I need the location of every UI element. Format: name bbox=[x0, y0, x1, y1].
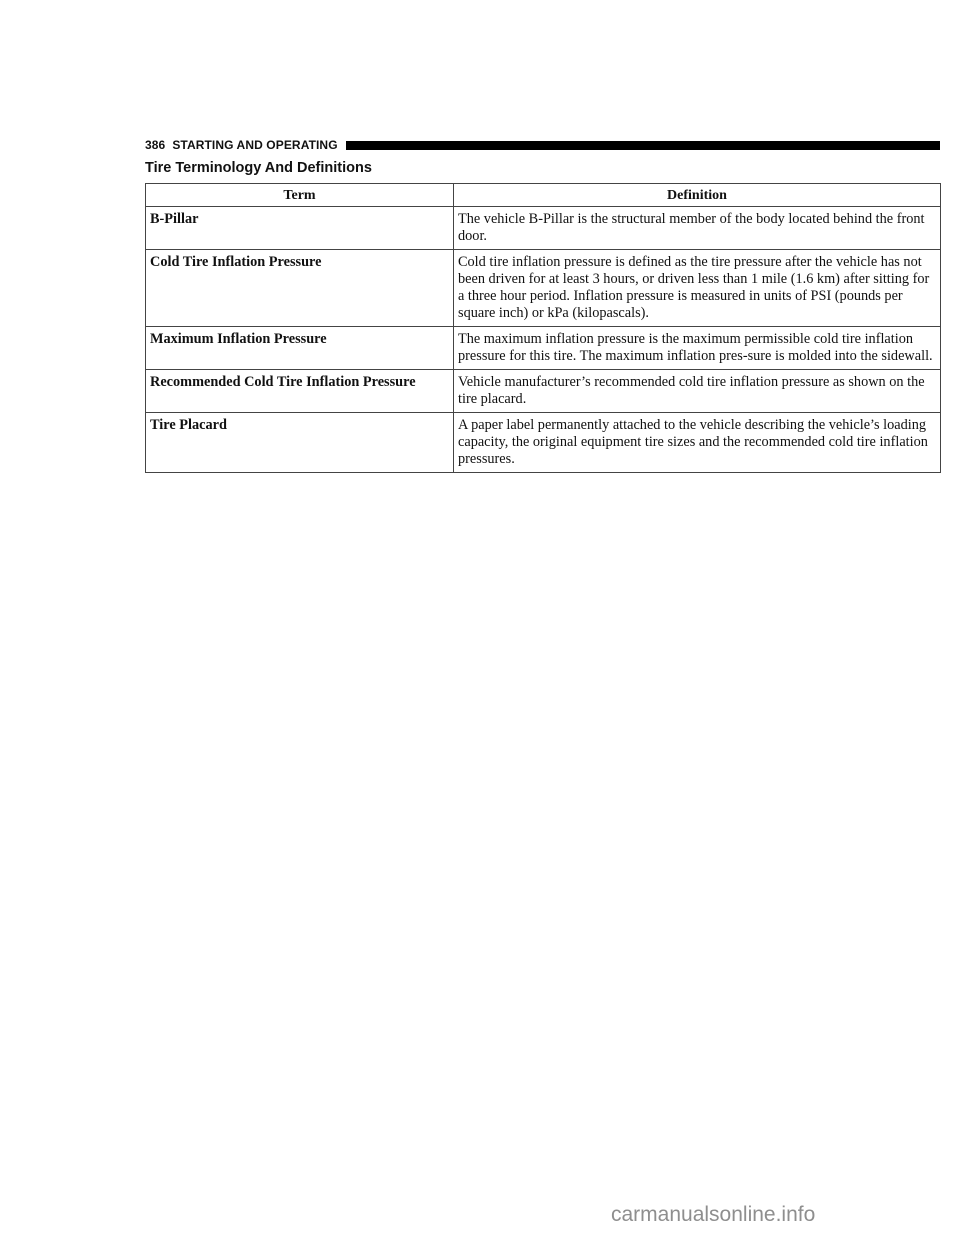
table-row bbox=[146, 250, 941, 327]
watermark-text: carmanualsonline.info bbox=[611, 1203, 816, 1226]
definition-cell: The maximum inflation pressure is the maximum permissible cold tire inflation pressure for this tire. The maximum inflation pres-sure is molded into the sidewall. bbox=[454, 327, 941, 370]
running-section-title: STARTING AND OPERATING bbox=[172, 138, 338, 152]
definition-cell: Cold tire inflation pressure is defined as the tire pressure after the vehicle has not been driven for at least 3 hours, or driven less than 1 mile (1.6 km) after sitting for a three hour period. Inflation pressure is measured in units of PSI (pounds per square inch) or kPa (kilopascals). bbox=[454, 250, 941, 327]
table-row bbox=[146, 370, 941, 413]
term-cell: Maximum Inflation Pressure bbox=[146, 327, 454, 370]
definition-cell: Vehicle manufacturer’s recommended cold tire inflation pressure as shown on the tire placard. bbox=[454, 370, 941, 413]
terminology-table bbox=[145, 183, 941, 473]
definition-cell: A paper label permanently attached to the vehicle describing the vehicle’s loading capacity, the original equipment tire sizes and the recommended cold tire inflation pressures. bbox=[454, 413, 941, 473]
page-header bbox=[145, 137, 940, 153]
term-cell: Cold Tire Inflation Pressure bbox=[146, 250, 454, 327]
table-row bbox=[146, 207, 941, 250]
term-cell: Tire Placard bbox=[146, 413, 454, 473]
definition-cell: The vehicle B-Pillar is the structural member of the body located behind the front door. bbox=[454, 207, 941, 250]
column-header-term: Term bbox=[146, 184, 454, 207]
term-cell: B-Pillar bbox=[146, 207, 454, 250]
table-row bbox=[146, 327, 941, 370]
page-number: 386 bbox=[145, 138, 166, 152]
table-row bbox=[146, 413, 941, 473]
header-rule bbox=[346, 141, 940, 150]
term-cell: Recommended Cold Tire Inflation Pressure bbox=[146, 370, 454, 413]
column-header-definition: Definition bbox=[454, 184, 941, 207]
table-header-row bbox=[146, 184, 941, 207]
section-title: Tire Terminology And Definitions bbox=[145, 160, 372, 176]
